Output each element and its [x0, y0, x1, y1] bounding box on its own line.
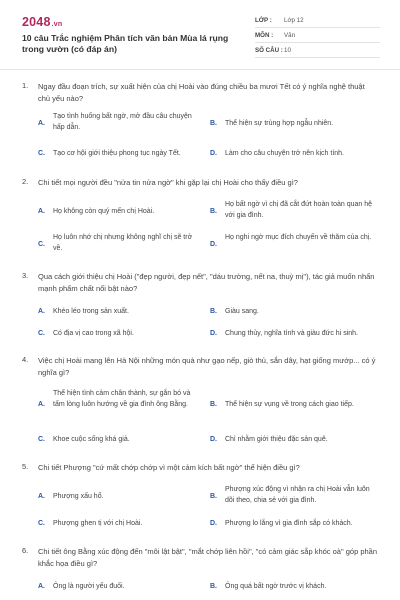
option-text: Khoe cuộc sống khá giả.: [53, 436, 130, 443]
meta-table: [255, 13, 380, 58]
question-number: 2.: [22, 177, 29, 186]
option-letter: A.: [38, 308, 45, 315]
option-letter: D.: [210, 150, 217, 157]
question-number: 1.: [22, 81, 29, 90]
option-text: Làm cho câu chuyện trở nên kịch tính.: [225, 150, 344, 157]
option-text: Giàu sang.: [225, 308, 259, 315]
question-number: 4.: [22, 355, 29, 364]
option-letter: A.: [38, 583, 45, 590]
question-text: Chi tiết ông Bằng xúc động đến "môi lật bật", "mắt chớp liên hồi", "có cảm giác sắp khóc oà" góp phần khắc họa điều gì?: [38, 547, 378, 568]
option-text: Chỉ nhằm giới thiệu đặc sản quê.: [225, 436, 328, 443]
site-logo[interactable]: [22, 15, 62, 29]
logo-sub: .vn: [51, 21, 63, 28]
question-text: Việc chị Hoài mang lên Hà Nội những món quà như gạo nếp, giò thủ, sắn dây, hạt giống mướp... có ý nghĩa gì?: [38, 356, 376, 377]
option-letter: A.: [38, 208, 45, 215]
meta-key: LỚP :: [255, 17, 272, 24]
option-text: Phượng lo lắng vì gia đình sắp có khách.: [225, 520, 353, 527]
meta-key: SỐ CÂU :: [255, 47, 283, 54]
question-number: 6.: [22, 546, 29, 555]
question-number: 5.: [22, 462, 29, 471]
header-divider: [0, 69, 400, 70]
question-number: 3.: [22, 271, 29, 280]
question-text: Chi tiết mọi người đều "nửa tin nửa ngờ" khi gặp lại chị Hoài cho thấy điều gì?: [38, 178, 298, 187]
option-text: Họ bất ngờ vì chị đã cắt đứt hoàn toàn quan hệ với gia đình.: [225, 201, 373, 219]
option-text: Ông là người yếu đuối.: [53, 583, 125, 590]
option-text: Phượng xấu hổ.: [53, 493, 104, 500]
logo-main: 2048: [22, 15, 51, 29]
worksheet-title: 10 câu Trắc nghiệm Phân tích văn bản Mùa lá rụng trong vườn (có đáp án): [22, 33, 229, 54]
meta-row-subject: [255, 28, 380, 43]
option-text: Chung thủy, nghĩa tình và giàu đức hi sinh.: [225, 330, 358, 337]
option-letter: B.: [210, 208, 217, 215]
meta-value: 10: [284, 47, 291, 54]
question-text: Ngay đầu đoạn trích, sự xuất hiện của chị Hoài vào đúng chiều ba mươi Tết có ý nghĩa nghệ thuật chủ yếu nào?: [38, 82, 365, 103]
meta-row-count: [255, 43, 380, 58]
option-letter: B.: [210, 583, 217, 590]
question-text: Chi tiết Phượng "cứ mất chớp chớp vì một cảm kích bất ngờ" thể hiện điều gì?: [38, 463, 300, 472]
option-letter: A.: [38, 120, 45, 127]
option-text: Tạo tình huống bất ngờ, mở đầu câu chuyện hấp dẫn.: [53, 113, 192, 131]
option-letter: A.: [38, 401, 45, 408]
option-text: Ông quá bất ngờ trước vị khách.: [225, 583, 327, 590]
option-letter: C.: [38, 330, 45, 337]
option-letter: B.: [210, 493, 217, 500]
option-text: Phượng xúc động vì nhận ra chị Hoài vẫn luôn dõi theo, chia sẻ với gia đình.: [225, 486, 370, 504]
option-text: Thể hiện sự trùng hợp ngẫu nhiên.: [225, 120, 334, 127]
option-text: Thể hiện sự vụng về trong cách giao tiếp.: [225, 401, 354, 408]
option-text: Khéo léo trong sản xuất.: [53, 308, 129, 315]
meta-value: Văn: [284, 32, 296, 39]
option-text: Họ không còn quý mến chị Hoài.: [53, 208, 155, 215]
option-letter: C.: [38, 241, 45, 248]
option-text: Họ luôn nhớ chị nhưng không nghĩ chị sẽ trở về.: [53, 234, 193, 252]
meta-key: MÔN :: [255, 32, 274, 39]
option-text: Thể hiện tình cảm chân thành, sự gắn bó và tấm lòng luôn hướng về gia đình ông Bằng.: [53, 390, 191, 408]
option-letter: D.: [210, 520, 217, 527]
option-text: Phượng ghen tị với chị Hoài.: [53, 520, 143, 527]
option-letter: C.: [38, 150, 45, 157]
option-letter: B.: [210, 120, 217, 127]
option-letter: D.: [210, 241, 217, 248]
option-text: Họ nghi ngờ mục đích chuyến về thăm của chị.: [225, 234, 372, 241]
option-letter: C.: [38, 436, 45, 443]
worksheet-header: [0, 0, 400, 68]
option-letter: B.: [210, 308, 217, 315]
option-letter: A.: [38, 493, 45, 500]
option-letter: B.: [210, 401, 217, 408]
option-letter: D.: [210, 330, 217, 337]
meta-value: Lớp 12: [284, 17, 304, 24]
meta-row-grade: [255, 13, 380, 28]
option-letter: C.: [38, 520, 45, 527]
option-text: Tạo cơ hội giới thiệu phong tục ngày Tết.: [53, 150, 181, 157]
question-text: Qua cách giới thiệu chị Hoài ("đẹp người, đẹp nết", "dáu trường, nết na, thuỳ mị"), tác giả muốn nhấn mạnh phẩm chất nổi bật nào?: [38, 272, 375, 293]
option-letter: D.: [210, 436, 217, 443]
option-text: Có địa vị cao trong xã hội.: [53, 330, 134, 337]
